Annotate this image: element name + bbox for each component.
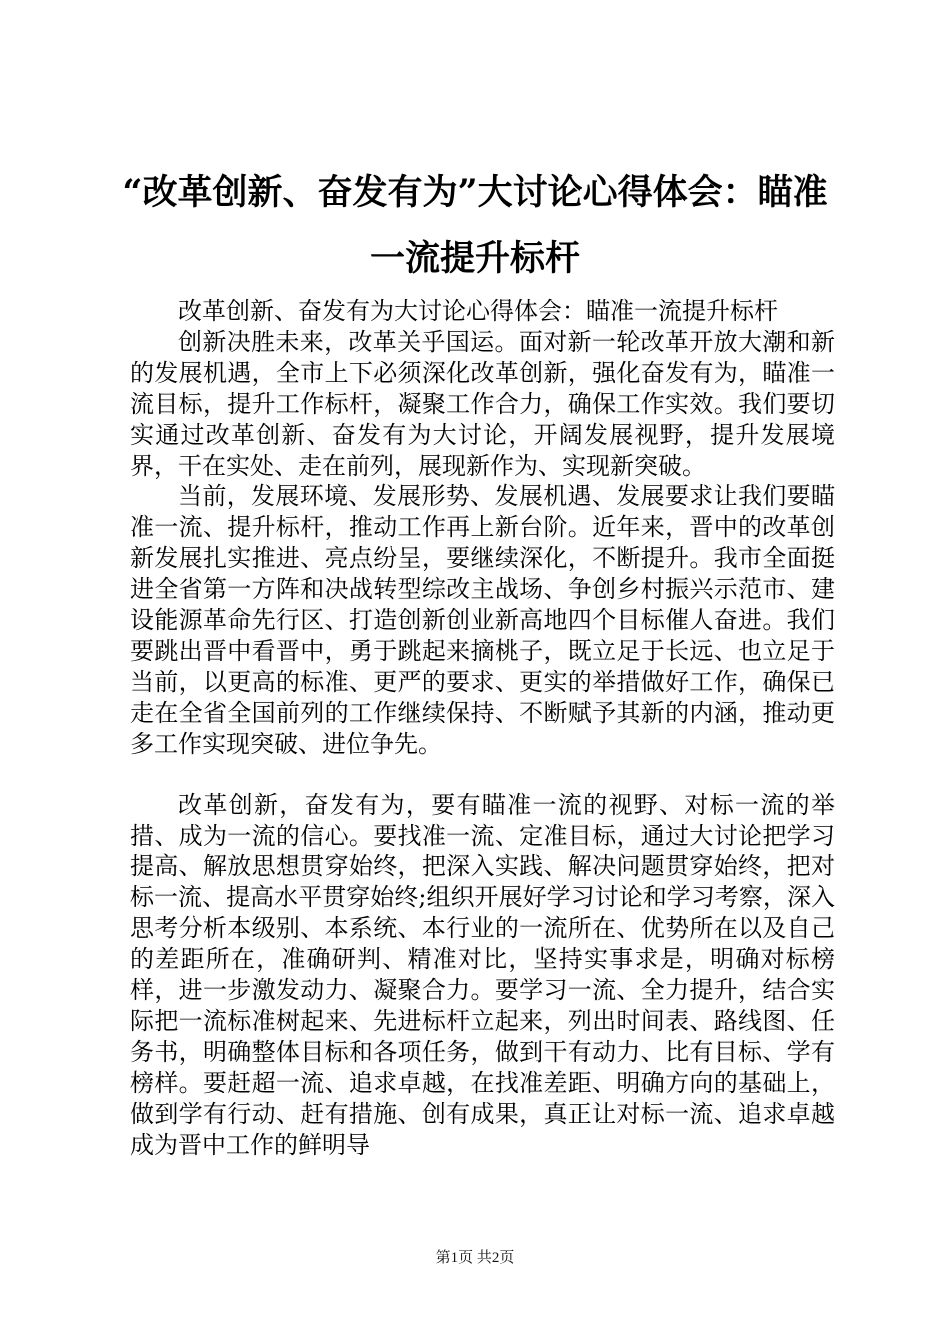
document-body bbox=[130, 296, 835, 1160]
body-paragraph: 改革创新，奋发有为，要有瞄准一流的视野、对标一流的举措、成为一流的信心。要找准一流、定准目标，通过大讨论把学习提高、解放思想贯穿始终，把深入实践、解决问题贯穿始终，把对标一流、提高水平贯穿始终;组织开展好学习讨论和学习考察，深入思考分析本级别、本系统、本行业的一流所在、优势所在以及自己的差距所在，准确研判、精准对比，坚持实事求是，明确对标榜样，进一步激发动力、凝聚合力。要学习一流、全力提升，结合实际把一流标准树起来、先进标杆立起来，列出时间表、路线图、任务书，明确整体目标和各项任务，做到干有动力、比有目标、学有榜样。要赶超一流、追求卓越，在找准差距、明确方向的基础上，做到学有行动、赶有措施、创有成果，真正让对标一流、追求卓越成为晋中工作的鲜明导 bbox=[130, 790, 835, 1159]
page-number-footer: 第1页 共2页 bbox=[435, 1250, 515, 1266]
subtitle-paragraph: 改革创新、奋发有为大讨论心得体会：瞄准一流提升标杆 bbox=[178, 297, 778, 325]
body-paragraph: 当前，发展环境、发展形势、发展机遇、发展要求让我们要瞄准一流、提升标杆，推动工作再上新台阶。近年来，晋中的改革创新发展扎实推进、亮点纷呈，要继续深化，不断提升。我市全面挺进全省第一方阵和决战转型综改主战场、争创乡村振兴示范市、建设能源革命先行区、打造创新创业新高地四个目标催人奋进。我们要跳出晋中看晋中，勇于跳起来摘桃子，既立足于长远、也立足于当前，以更高的标准、更严的要求、更实的举措做好工作，确保已走在全省全国前列的工作继续保持、不断赋予其新的内涵，推动更多工作实现突破、进位争先。 bbox=[130, 482, 835, 758]
body-paragraph: 创新决胜未来，改革关乎国运。面对新一轮改革开放大潮和新的发展机遇，全市上下必须深化改革创新，强化奋发有为，瞄准一流目标，提升工作标杆，凝聚工作合力，确保工作实效。我们要切实通过改革创新、奋发有为大讨论，开阔发展视野，提升发展境界，干在实处、走在前列，展现新作为、实现新突破。 bbox=[130, 327, 835, 480]
document-title: “改革创新、奋发有为”大讨论心得体会：瞄准一流提升标杆 bbox=[122, 172, 828, 279]
